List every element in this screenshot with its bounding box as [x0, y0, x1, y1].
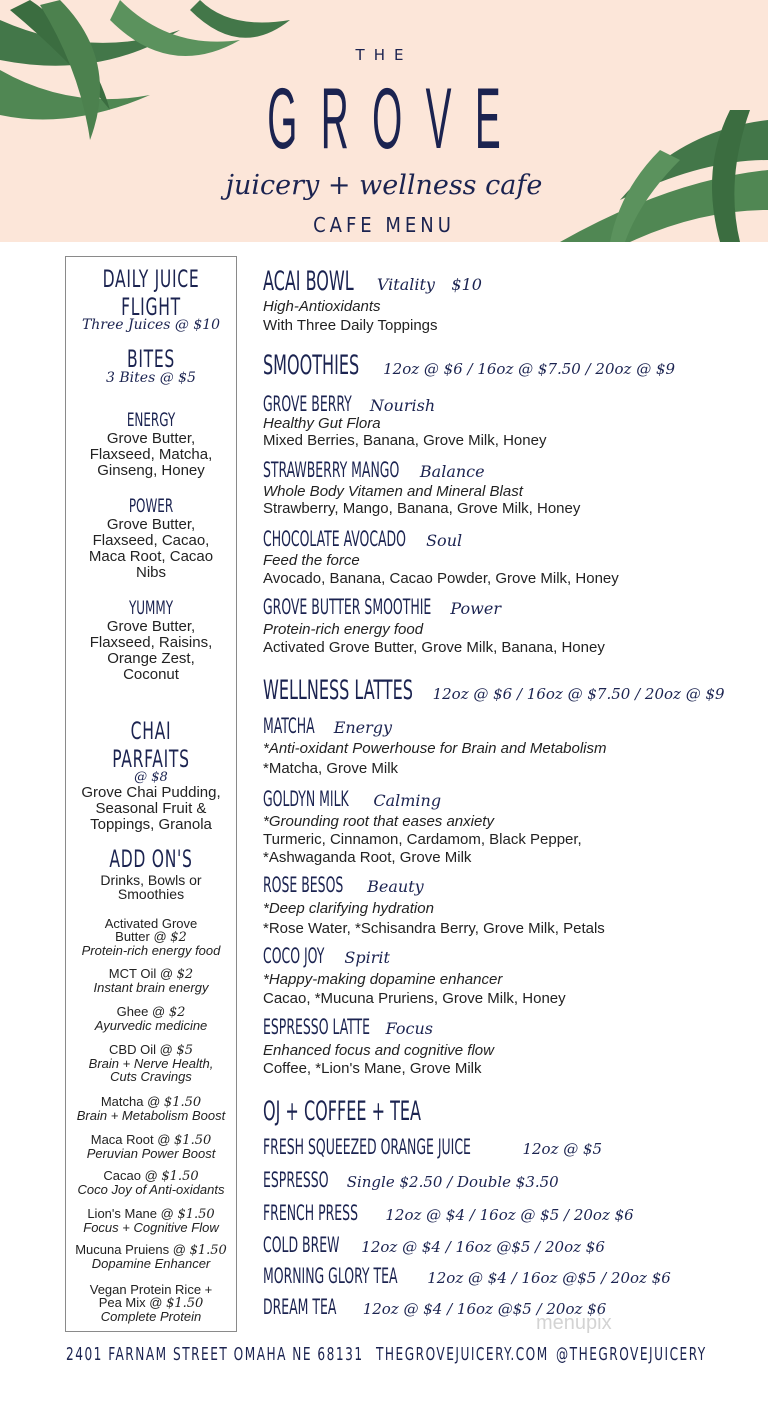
item-name: GROVE BUTTER SMOOTHIE [263, 595, 432, 619]
footer-social[interactable]: @THEGROVEJUICERY [556, 1344, 707, 1365]
brand-the: THE [355, 46, 413, 64]
drink-name: FRENCH PRESS [263, 1201, 358, 1225]
bite-ingredients: Grove Butter, Flaxseed, Raisins, Orange Zest, Coconut [89, 618, 213, 683]
addon-price: $1.50 [161, 1169, 199, 1184]
drink-prices: 12oz @ $4 / 16oz @$5 / 20oz $6 [361, 1238, 605, 1256]
item-desc: *Happy-making dopamine enhancer [263, 971, 503, 988]
chai-title: CHAI PARFAITS [112, 717, 190, 773]
item-tag: Soul [426, 531, 463, 550]
drink-name: FRESH SQUEEZED ORANGE JUICE [263, 1135, 471, 1159]
item-name: CHOCOLATE AVOCADO [263, 527, 406, 551]
addon-price: $2 [176, 967, 194, 982]
drink-row [263, 1233, 605, 1257]
addon-price: $1.50 [166, 1296, 204, 1311]
menu-item-heading [263, 595, 501, 619]
item-name: GROVE BERRY [263, 392, 352, 416]
addon-item [66, 1207, 236, 1234]
juice-flight-price: Three Juices @ $10 [81, 317, 221, 333]
item-tag: Spirit [344, 948, 390, 967]
acai-title: ACAI BOWL [263, 266, 354, 297]
lattes-title: WELLNESS LATTES [263, 675, 413, 706]
addon-price: $1.50 [189, 1243, 227, 1258]
footer-address: 2401 FARNAM STREET OMAHA NE 68131 [66, 1344, 364, 1365]
item-desc: Enhanced focus and cognitive flow [263, 1042, 494, 1059]
item-name: ESPRESSO LATTE [263, 1015, 371, 1039]
acai-price: $10 [451, 275, 482, 294]
drink-prices: 12oz @ $4 / 16oz @$5 / 20oz $6 [362, 1300, 607, 1318]
item-desc: *Anti-oxidant Powerhouse for Brain and Metabolism [263, 740, 607, 757]
addon-item [66, 917, 236, 957]
addons-section [66, 845, 236, 901]
bite-ingredients: Grove Butter, Flaxseed, Cacao, Maca Root, Cacao Nibs [88, 516, 214, 581]
item-tag: Energy [333, 718, 393, 737]
addon-name: CBD Oil @ [109, 1042, 173, 1057]
addon-name: Lion's Mane @ [87, 1206, 174, 1221]
addon-price: $1.50 [177, 1207, 215, 1222]
item-desc: Whole Body Vitamen and Mineral Blast [263, 483, 523, 500]
item-ingredients: *Rose Water, *Schisandra Berry, Grove Milk, Petals [263, 920, 605, 937]
addon-name: Matcha @ [100, 1094, 161, 1109]
acai-heading [263, 266, 482, 297]
drink-name: COLD BREW [263, 1233, 340, 1257]
menu-item-heading [263, 944, 390, 968]
item-ingredients: Avocado, Banana, Cacao Powder, Grove Milk, Honey [263, 570, 619, 587]
drink-name: MORNING GLORY TEA [263, 1264, 398, 1288]
addon-name: MCT Oil @ [108, 966, 174, 981]
addon-name: Activated Grove Butter @ [104, 916, 198, 944]
brand-tagline: juicery + wellness cafe [225, 170, 543, 201]
item-ingredients: Strawberry, Mango, Banana, Grove Milk, Honey [263, 500, 581, 517]
item-tag: Focus [385, 1019, 433, 1038]
addon-name: Cacao @ [103, 1168, 158, 1183]
menu-item-heading [263, 392, 435, 416]
footer-website[interactable]: THEGROVEJUICERY.COM [376, 1344, 549, 1365]
footer [66, 1344, 706, 1365]
addon-price: $2 [170, 930, 187, 945]
item-tag: Beauty [367, 877, 424, 896]
drink-prices: Single $2.50 / Double $3.50 [346, 1173, 559, 1191]
addon-desc: Complete Protein [100, 1309, 202, 1324]
addon-item [66, 1095, 236, 1122]
addon-name: Maca Root @ [90, 1132, 171, 1147]
addon-desc: Ayurvedic medicine [94, 1018, 208, 1033]
drink-prices: 12oz @ $5 [522, 1140, 603, 1158]
item-tag: Balance [419, 462, 485, 481]
acai-desc: High-Antioxidants [263, 298, 381, 315]
drink-prices: 12oz @ $4 / 16oz @ $5 / 20oz $6 [385, 1206, 634, 1224]
addon-price: $1.50 [174, 1133, 212, 1148]
item-name: COCO JOY [263, 944, 325, 968]
bite-name: ENERGY [126, 409, 176, 431]
chai-price: @ $8 [134, 770, 168, 785]
addon-desc: Instant brain energy [93, 980, 209, 995]
item-desc: Feed the force [263, 552, 360, 569]
item-ingredients: Cacao, *Mucuna Pruriens, Grove Milk, Honey [263, 990, 566, 1007]
juice-flight-title: DAILY JUICE FLIGHT [102, 265, 200, 321]
menu-item-heading [263, 714, 392, 738]
bite-name: POWER [128, 495, 174, 517]
bite-name: YUMMY [128, 597, 174, 619]
addon-desc: Focus + Cognitive Flow [83, 1220, 219, 1235]
drink-name: DREAM TEA [263, 1295, 337, 1319]
drink-name: ESPRESSO [263, 1168, 329, 1192]
addon-price: $1.50 [163, 1095, 202, 1110]
addons-sub: Drinks, Bowls or Smoothies [100, 872, 202, 902]
addon-item [66, 967, 236, 994]
addon-desc: Peruvian Power Boost [86, 1146, 216, 1161]
drink-row [263, 1168, 559, 1192]
addon-name: Vegan Protein Rice + Pea Mix @ [89, 1282, 213, 1310]
bite-item [66, 597, 236, 683]
addon-item [66, 1283, 236, 1323]
oj-heading [263, 1096, 502, 1127]
watermark: menupix [536, 1312, 612, 1334]
addon-item [66, 1169, 236, 1196]
chai-section [66, 717, 236, 833]
item-name: GOLDYN MILK [263, 787, 349, 811]
item-desc: *Deep clarifying hydration [263, 900, 434, 917]
addon-item [66, 1133, 236, 1160]
item-desc: *Grounding root that eases anxiety [263, 813, 494, 830]
item-desc: Healthy Gut Flora [263, 415, 381, 432]
menu-item-heading [263, 1015, 433, 1039]
smoothies-heading [263, 350, 675, 381]
bites-section [66, 345, 236, 386]
item-ingredients-2: *Ashwaganda Root, Grove Milk [263, 849, 472, 866]
lattes-heading [263, 675, 725, 706]
addon-desc: Dopamine Enhancer [91, 1256, 211, 1271]
addon-name: Mucuna Pruiens @ [75, 1242, 186, 1257]
addon-price: $2 [168, 1005, 186, 1020]
addon-name: Ghee @ [116, 1004, 166, 1019]
addon-item [66, 1005, 236, 1032]
item-ingredients: *Matcha, Grove Milk [263, 760, 399, 777]
addons-title: ADD ON'S [109, 845, 193, 873]
item-ingredients: Mixed Berries, Banana, Grove Milk, Honey [263, 432, 547, 449]
item-tag: Nourish [369, 396, 436, 415]
item-name: STRAWBERRY MANGO [263, 458, 400, 482]
item-name: ROSE BESOS [263, 873, 344, 897]
drink-prices: 12oz @ $4 / 16oz @$5 / 20oz $6 [427, 1269, 671, 1287]
item-tag: Calming [373, 791, 442, 810]
item-ingredients: Coffee, *Lion's Mane, Grove Milk [263, 1060, 482, 1077]
menu-label: CAFE MENU [313, 213, 455, 237]
bite-ingredients: Grove Butter, Flaxseed, Matcha, Ginseng, Honey [89, 430, 213, 479]
menu-item-heading [263, 787, 441, 811]
bites-price: 3 Bites @ $5 [106, 370, 196, 386]
acai-detail: With Three Daily Toppings [263, 317, 438, 334]
addon-price: $5 [176, 1043, 193, 1058]
menu-item-heading [263, 458, 485, 482]
addon-item [66, 1043, 236, 1083]
item-tag: Power [450, 599, 501, 618]
sidebar-panel [65, 256, 237, 1332]
oj-title: OJ + COFFEE + TEA [263, 1096, 421, 1127]
item-desc: Protein-rich energy food [263, 621, 424, 638]
drink-row [263, 1264, 671, 1288]
addon-desc: Brain + Nerve Health, Cuts Cravings [88, 1056, 214, 1084]
smoothies-prices: 12oz @ $6 / 16oz @ $7.50 / 20oz @ $9 [383, 360, 676, 378]
addon-item [66, 1243, 236, 1270]
brand-name: GROVE [267, 71, 525, 167]
menu-item-heading [263, 527, 462, 551]
acai-tag: Vitality [376, 275, 435, 294]
drink-row [263, 1201, 634, 1225]
bite-item [66, 409, 236, 479]
lattes-prices: 12oz @ $6 / 16oz @ $7.50 / 20oz @ $9 [432, 685, 725, 703]
bites-title: BITES [126, 345, 176, 373]
addon-desc: Protein-rich energy food [81, 943, 221, 958]
chai-ingredients: Grove Chai Pudding, Seasonal Fruit & Toppings, Granola [81, 784, 221, 833]
bite-item [66, 495, 236, 581]
item-ingredients: Turmeric, Cinnamon, Cardamom, Black Pepper, [263, 831, 582, 848]
drink-row [263, 1135, 602, 1159]
item-ingredients: Activated Grove Butter, Grove Milk, Banana, Honey [263, 639, 605, 656]
item-name: MATCHA [263, 714, 315, 738]
addon-desc: Brain + Metabolism Boost [76, 1108, 226, 1123]
header-banner [0, 0, 768, 242]
menu-item-heading [263, 873, 424, 897]
addon-desc: Coco Joy of Anti-oxidants [77, 1182, 225, 1197]
smoothies-title: SMOOTHIES [263, 350, 360, 381]
juice-flight-section [66, 265, 236, 333]
